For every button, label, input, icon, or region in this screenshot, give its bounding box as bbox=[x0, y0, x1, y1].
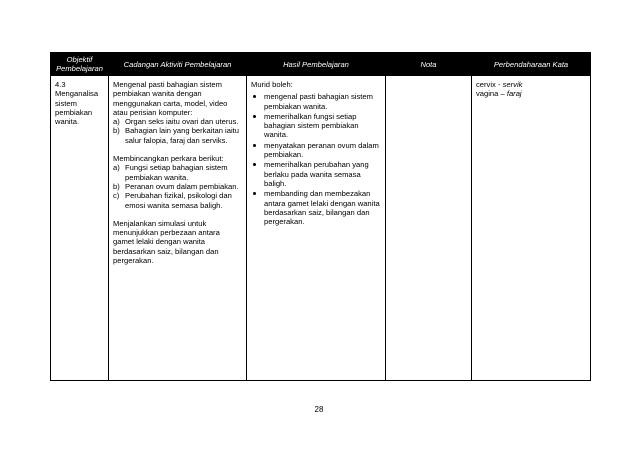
header-kata: Perbendaharaan Kata bbox=[472, 53, 591, 76]
objective-number: 4.3 bbox=[55, 80, 66, 89]
activity-block-2 bbox=[113, 154, 243, 210]
header-aktiviti: Cadangan Aktiviti Pembelajaran bbox=[109, 53, 247, 76]
list-item: memerihalkan perubahan yang berlaku pada wanita semasa baligh. bbox=[251, 160, 382, 188]
bullet-icon bbox=[253, 192, 256, 195]
lesson-plan-table bbox=[50, 52, 591, 381]
table-row bbox=[51, 76, 591, 381]
activity-intro-1: Mengenal pasti bahagian sistem pembiakan wanita dengan menggunakan carta, model, video atau perisian komputer: bbox=[113, 80, 228, 117]
activity-intro-2: Membincangkan perkara berikut: bbox=[113, 154, 224, 164]
vocab-entry: vagina – faraj bbox=[476, 89, 522, 99]
header-hasil: Hasil Pembelajaran bbox=[247, 53, 386, 76]
vocab-entry: cervix - servik bbox=[476, 80, 523, 89]
page-number: 28 bbox=[314, 405, 324, 414]
activity-list-1 bbox=[113, 117, 243, 145]
cell-hasil bbox=[247, 76, 386, 381]
bullet-icon bbox=[253, 144, 256, 147]
objective-text: Menganalisa sistem pembiakan wanita. bbox=[55, 89, 99, 127]
cell-objektif bbox=[51, 76, 109, 381]
outcome-intro: Murid boleh: bbox=[251, 80, 293, 89]
activity-paragraph-3: Menjalankan simulasi untuk menunjukkan perbezaan antara gamet lelaki dengan wanita berdasarkan saiz, bilangan dan pergerakan. bbox=[113, 218, 220, 266]
header-objektif: Objektif Pembelajaran bbox=[51, 53, 109, 76]
cell-kata bbox=[472, 76, 591, 381]
list-item: b) Bahagian lain yang berkaitan iaitu salur falopia, faraj dan serviks. bbox=[113, 126, 239, 145]
header-row bbox=[51, 53, 591, 76]
list-item: memerihalkan fungsi setiap bahagian sistem pembiakan wanita. bbox=[251, 112, 382, 140]
list-item: menyatakan peranan ovum dalam pembiakan. bbox=[251, 141, 382, 160]
bullet-icon bbox=[253, 95, 256, 98]
list-item: membanding dan membezakan antara gamet lelaki dengan wanita berdasarkan saiz, bilangan dan pergerakan. bbox=[251, 189, 382, 226]
list-item: c) Perubahan fizikal, psikologi dan emosi wanita semasa baligh. bbox=[113, 191, 232, 210]
list-item: b) Peranan ovum dalam pembiakan. bbox=[113, 181, 239, 191]
activity-list-2 bbox=[113, 163, 243, 209]
header-nota: Nota bbox=[386, 53, 472, 76]
activity-block-1 bbox=[113, 80, 243, 145]
bullet-icon bbox=[253, 115, 256, 118]
outcome-list bbox=[251, 92, 382, 226]
list-item: a) Organ seks iaitu ovari dan uterus. bbox=[113, 117, 239, 127]
bullet-icon bbox=[253, 163, 256, 166]
list-item: mengenal pasti bahagian sistem pembiakan wanita. bbox=[251, 92, 382, 111]
cell-nota bbox=[386, 76, 472, 381]
cell-aktiviti bbox=[109, 76, 247, 381]
list-item: a) Fungsi setiap bahagian sistem pembiakan wanita. bbox=[113, 163, 228, 182]
